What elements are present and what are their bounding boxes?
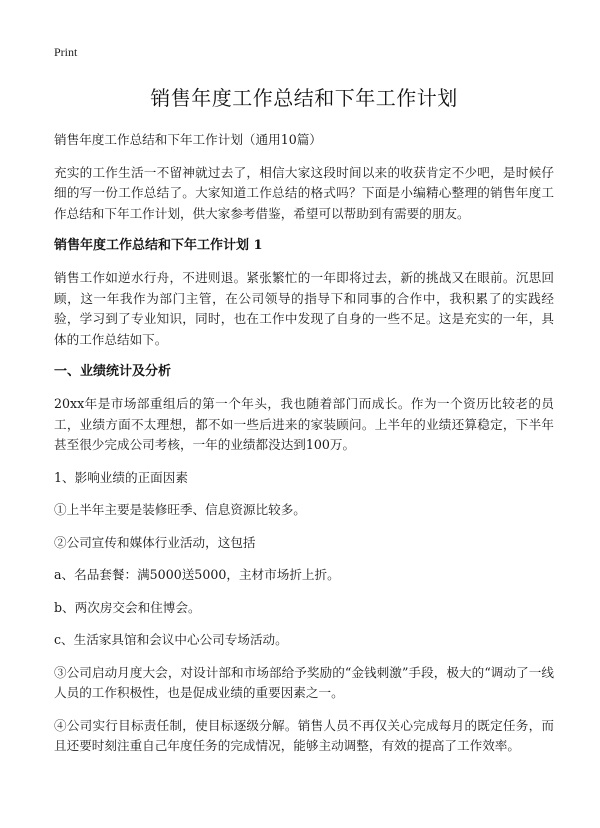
list-item-package: a、名品套餐：满5000送5000，主材市场折上折。 [54, 567, 340, 582]
section-heading-plan-1: 销售年度工作总结和下年工作计划 1 [54, 238, 263, 253]
document-subtitle: 销售年度工作总结和下年工作计划（通用10篇） [54, 132, 322, 147]
list-item-target-responsibility: ④公司实行目标责任制，使目标逐级分解。销售人员不再仅关心完成每月的既定任务，而且还要时刻注重自己年度任务的完成情况，能够主动调整，有效的提高了工作效率。 [54, 717, 554, 753]
performance-paragraph: 20xx年是市场部重组后的第一个年头，我也随着部门而成长。作为一个资历比较老的员工，业绩方面不太理想，都不如一些后进来的家装顾问。上半年的业绩还算稳定，下半年甚至很少完成公司考核，一年的业绩都没达到100万。 [54, 396, 554, 452]
list-item-peak-season: ①上半年主要是装修旺季、信息资源比较多。 [54, 502, 306, 517]
intro-paragraph: 充实的工作生活一不留神就过去了，相信大家这段时间以来的收获肯定不少吧，是时候仔细的写一份工作总结了。大家知道工作总结的格式吗？下面是小编精心整理的销售年度工作总结和下年工作计划，供大家参考借鉴，希望可以帮助到有需要的朋友。 [54, 164, 554, 221]
list-item-expo: b、两次房交会和住博会。 [54, 599, 201, 615]
plan-1-paragraph: 销售工作如逆水行舟，不进则退。紧张繁忙的一年即将过去，新的挑战又在眼前。沉思回顾，这一年我作为部门主管，在公司领导的指导下和同事的合作中，我积累了的实践经验，学习到了专业知识，同时，也在工作中发现了自身的一些不足。这是充实的一年，具体的工作总结如下。 [54, 270, 554, 347]
list-item-positive-factors: 1、影响业绩的正面因素 [54, 469, 188, 485]
section-heading-performance: 一、业绩统计及分析 [54, 364, 172, 379]
document-title: 销售年度工作总结和下年工作计划 [150, 86, 458, 110]
list-item-promotion: ②公司宣传和媒体行业活动，这包括 [54, 534, 256, 550]
print-label: Print [54, 45, 78, 59]
list-item-furniture-event: c、生活家具馆和会议中心公司专场活动。 [54, 632, 288, 647]
list-item-monthly-meeting: ③公司启动月度大会，对设计部和市场部给予奖励的“金钱刺激”手段，极大的“调动了一线人员的工作积极性，也是促成业绩的重要因素之一。 [54, 664, 554, 700]
